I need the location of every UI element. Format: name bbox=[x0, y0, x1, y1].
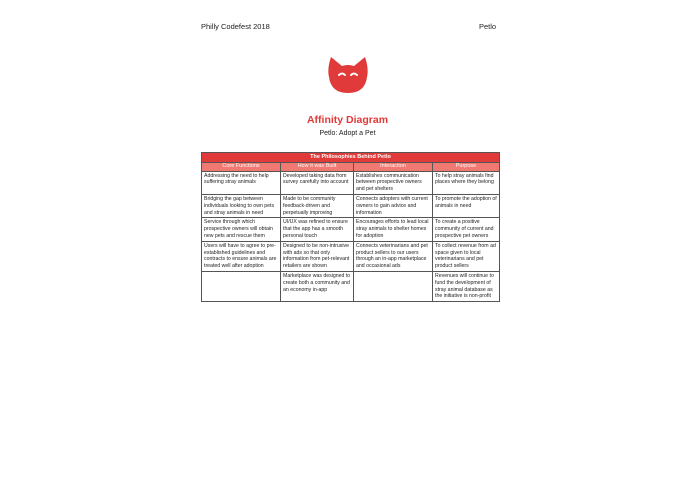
column-header: Core Functions bbox=[202, 162, 281, 171]
page-title: Affinity Diagram bbox=[306, 114, 389, 126]
table-cell: To help stray animals find places where they belong bbox=[433, 171, 500, 194]
table-cell: Addressing the need to help suffering stray animals bbox=[202, 171, 281, 194]
table-cell: Made to be community feedback-driven and perpetually improving bbox=[281, 194, 354, 217]
header-left: Philly Codefest 2018 bbox=[201, 22, 270, 31]
table-cell: UI/UX was refined to ensure that the app has a smooth personal touch bbox=[281, 218, 354, 241]
table-cell: Marketplace was designed to create both a community and an economy in-app bbox=[281, 271, 354, 301]
affinity-table bbox=[201, 152, 500, 302]
table-row bbox=[202, 194, 500, 217]
column-header: How it was Built bbox=[281, 162, 354, 171]
table-cell: Establishes communication between prospective owners and pet shelters bbox=[354, 171, 433, 194]
table-cell: Service through which prospective owners will obtain new pets and rescue them bbox=[202, 218, 281, 241]
table-row bbox=[202, 171, 500, 194]
table-cell: Users will have to agree to pre-established guidelines and contracts to ensure animals are treated well after adoption bbox=[202, 241, 281, 271]
table-cell: To create a positive community of current and prospective pet owners bbox=[433, 218, 500, 241]
table-cell: Revenues will continue to fund the development of stray animal database as the initiative is non-profit bbox=[433, 271, 500, 301]
table-cell bbox=[354, 271, 433, 301]
page-subtitle: Petlo: Adopt a Pet bbox=[319, 130, 376, 137]
table-cell: To collect revenue from ad space given to local veterinarians and pet product sellers bbox=[433, 241, 500, 271]
table-cell: Encourages efforts to lead local stray animals to shelter homes for adoption bbox=[354, 218, 433, 241]
table-cell: Connects veterinarians and pet product sellers to our users through an in-app marketplace and occasional ads bbox=[354, 241, 433, 271]
cat-face-logo bbox=[327, 55, 369, 95]
column-header: Interaction bbox=[354, 162, 433, 171]
table-cell: Bridging the gap between individuals looking to own pets and stray animals in need bbox=[202, 194, 281, 217]
table-cell: Designed to be non-intrusive with ads so that only information from pet-relevant retailers are shown bbox=[281, 241, 354, 271]
table-title: The Philosophies Behind Petlo bbox=[202, 153, 500, 163]
table-cell: To promote the adoption of animals in need bbox=[433, 194, 500, 217]
header-right: Petlo bbox=[479, 22, 497, 31]
table-cell: Developed taking data from survey carefully into account bbox=[281, 171, 354, 194]
table-row bbox=[202, 271, 500, 301]
table-row bbox=[202, 241, 500, 271]
column-header: Purpose bbox=[433, 162, 500, 171]
table-cell bbox=[202, 271, 281, 301]
table-cell: Connects adopters with current owners to gain advice and information bbox=[354, 194, 433, 217]
table-row bbox=[202, 218, 500, 241]
